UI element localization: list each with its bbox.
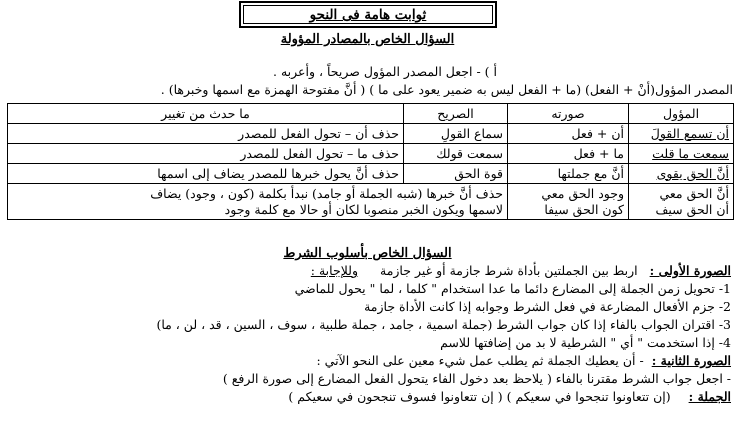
table-cell-sura: ما + فعل	[508, 144, 629, 164]
second-label: الصورة الثانية :	[651, 353, 731, 368]
section1-line-b: المصدر المؤول(أنْ + الفعل) (ما + الفعل ليس به ضمير يعود على ما ) ( أنَّ مفتوحة الهمزة مع اسمها وخبرها) .	[160, 82, 733, 97]
section1-heading: السؤال الخاص بالمصادر المؤولة	[280, 32, 455, 47]
table-header-cell: صورته	[508, 104, 629, 124]
section2-second-line	[316, 353, 731, 368]
table-cell-change	[8, 184, 508, 220]
muawwal-line: أن الحق سيف	[655, 202, 729, 217]
table-cell-sura: أنَّ مع جملتها	[508, 164, 629, 184]
table-cell-sarih: سماع القولِ	[404, 124, 508, 144]
table-row	[8, 144, 734, 164]
table-header-row	[8, 104, 734, 124]
first-text: اربط بين الجملتين بأداة شرط جازمة أو غير جازمة	[380, 263, 638, 278]
table-cell-change: حذف أن – تحول الفعل للمصدر	[8, 124, 404, 144]
table-row	[8, 124, 734, 144]
section2-item-3: 3- اقتران الجواب بالفاء إذا كان جواب الشرط (جملة اسمية ، جامد ، جملة طلبية ، سوف ، السين ، قد ، لن ، ما)	[156, 317, 731, 332]
change-line: حذف أنَّ خبرها (شبه الجملة أو جامد) نبدأ بكلمة (كون ، وجود) يضاف	[150, 186, 503, 201]
table-header-cell: ما حدث من تغيير	[8, 104, 404, 124]
table-header-cell: المؤول	[629, 104, 734, 124]
table-cell-sarih: سمعت قولك	[404, 144, 508, 164]
table-cell-sura	[508, 184, 629, 220]
masdar-table	[7, 103, 734, 220]
table-cell-muawwal: أن تسمع القولَ	[629, 124, 734, 144]
table-cell-change: حذف أنَّ يحول خبرها للمصدر يضاف إلى اسمها	[8, 164, 404, 184]
table-cell-muawwal: سمعت ما قلت	[629, 144, 734, 164]
table-row	[8, 164, 734, 184]
section2-item-4: 4- إذا استخدمت " أي " الشرطية لا بد من إضافتها للاسم	[440, 335, 731, 350]
table-cell-sarih: قوة الحق	[404, 164, 508, 184]
section1-line-a: أ ) - اجعل المصدر المؤول صريحاً ، وأعربه .	[273, 64, 497, 79]
table-cell-change: حذف ما – تحول الفعل للمصدر	[8, 144, 404, 164]
sentence-text: (إن تتعاونوا تنجحوا في سعيكم ) ( إن تتعاونوا فسوف تنجحون في سعيكم )	[288, 389, 671, 404]
table-cell-muawwal	[629, 184, 734, 220]
section2-heading: السؤال الخاص بأسلوب الشرط	[283, 246, 452, 261]
title-box	[239, 1, 497, 28]
muawwal-line: أنَّ الحق معي	[659, 186, 729, 201]
sentence-label: الجملة :	[688, 389, 731, 404]
table-cell-muawwal: أنَّ الحق يقوى	[629, 164, 734, 184]
table-cell-sura: أن + فعل	[508, 124, 629, 144]
page-title: ثوابت هامة فى النحو	[243, 5, 493, 24]
sura-line: وجود الحق معي	[541, 186, 624, 201]
second-text: - أن يعطيك الجملة ثم يطلب عمل شيء معين على النحو الآتي :	[316, 353, 644, 368]
change-line: لاسمها ويكون الخبر منصوبا لكان أو حالا مع كلمة وجود	[224, 202, 503, 217]
section2-item-2: 2- جزم الأفعال المضارعة في فعل الشرط وجوابه إذا كانت الأداة جازمة	[364, 299, 731, 314]
first-label: الصورة الأولى :	[649, 263, 731, 278]
section2-first-line	[311, 263, 731, 278]
section2-sentence-line	[288, 389, 731, 404]
section2-item-1: 1- تحويل زمن الجملة إلى المضارع دائما ما عدا استخدام " كلما ، لما " يحول للماضي	[294, 281, 731, 296]
table-row	[8, 184, 734, 220]
section2-second-item: - اجعل جواب الشرط مقترنا بالفاء ( يلاحظ بعد دخول الفاء يتحول الفعل المضارع إلى صورة الرفع )	[222, 371, 731, 386]
table-header-cell: الصريح	[404, 104, 508, 124]
sura-line: كون الحق سيفا	[544, 202, 624, 217]
first-answer: وللإجابة :	[310, 263, 359, 278]
